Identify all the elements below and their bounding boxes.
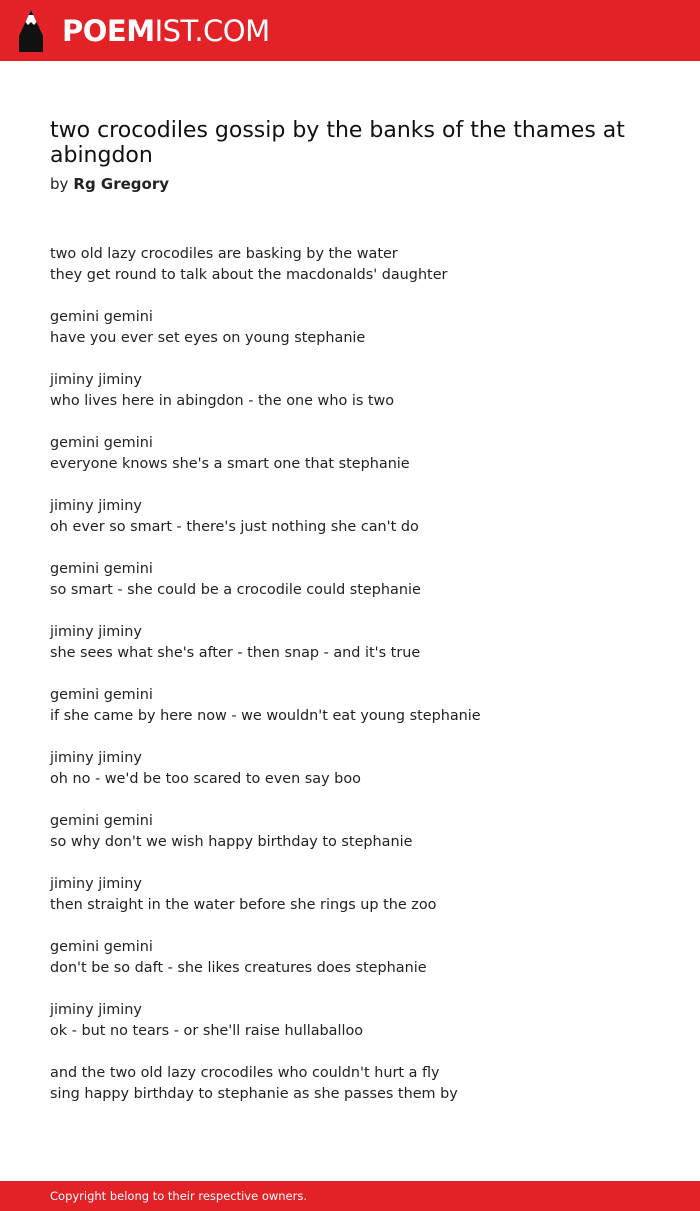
poem-line: jiminy jiminy xyxy=(50,498,142,514)
poem-line: they get round to talk about the macdonalds' daughter xyxy=(50,267,448,283)
poem-line: then straight in the water before she rings up the zoo xyxy=(50,897,437,913)
poem-line: everyone knows she's a smart one that stephanie xyxy=(50,456,410,472)
poem-line: jiminy jiminy xyxy=(50,750,142,766)
stanza xyxy=(50,811,670,853)
stanza xyxy=(50,1063,670,1105)
site-footer xyxy=(0,1181,700,1211)
stanza xyxy=(50,370,670,412)
byline xyxy=(50,174,169,194)
poem-line: don't be so daft - she likes creatures does stephanie xyxy=(50,960,427,976)
poem-line: jiminy jiminy xyxy=(50,1002,142,1018)
poem-line: two old lazy crocodiles are basking by the water xyxy=(50,246,398,262)
stanza xyxy=(50,1000,670,1042)
stanza xyxy=(50,433,670,475)
poem-line: she sees what she's after - then snap - and it's true xyxy=(50,645,421,661)
poem-line: who lives here in abingdon - the one who is two xyxy=(50,393,395,409)
poem-line: gemini gemini xyxy=(50,687,153,703)
poem-line: gemini gemini xyxy=(50,309,153,325)
poem-body xyxy=(50,244,670,1126)
poem-line: gemini gemini xyxy=(50,561,153,577)
stanza xyxy=(50,874,670,916)
author-name: Rg Gregory xyxy=(73,175,170,193)
site-logo[interactable] xyxy=(62,12,270,50)
poem-line: gemini gemini xyxy=(50,939,153,955)
poem-line: sing happy birthday to stephanie as she passes them by xyxy=(50,1086,458,1102)
pencil-icon[interactable] xyxy=(18,10,44,52)
by-label: by xyxy=(50,175,69,193)
stanza xyxy=(50,685,670,727)
logo-text-bold: POEM xyxy=(62,14,155,48)
poem-line: and the two old lazy crocodiles who couldn't hurt a fly xyxy=(50,1065,440,1081)
poem-line: jiminy jiminy xyxy=(50,876,142,892)
poem-line: oh ever so smart - there's just nothing she can't do xyxy=(50,519,419,535)
poem-line: gemini gemini xyxy=(50,435,153,451)
poem-line: have you ever set eyes on young stephanie xyxy=(50,330,366,346)
poem-line: ok - but no tears - or she'll raise hullaballoo xyxy=(50,1023,364,1039)
poem-line: so why don't we wish happy birthday to stephanie xyxy=(50,834,413,850)
stanza xyxy=(50,559,670,601)
poem-line: gemini gemini xyxy=(50,813,153,829)
poem-line: if she came by here now - we wouldn't eat young stephanie xyxy=(50,708,481,724)
stanza xyxy=(50,496,670,538)
stanza xyxy=(50,307,670,349)
poem-title: two crocodiles gossip by the banks of the thames at abingdon xyxy=(50,118,625,168)
site-header xyxy=(0,0,700,61)
logo-text-light: IST.COM xyxy=(154,14,270,48)
stanza xyxy=(50,622,670,664)
stanza xyxy=(50,244,670,286)
stanza xyxy=(50,937,670,979)
poem-line: jiminy jiminy xyxy=(50,624,142,640)
poem-line: so smart - she could be a crocodile could stephanie xyxy=(50,582,421,598)
stanza xyxy=(50,748,670,790)
poem-line: oh no - we'd be too scared to even say boo xyxy=(50,771,361,787)
copyright-text: Copyright belong to their respective owners. xyxy=(50,1189,308,1203)
poem-line: jiminy jiminy xyxy=(50,372,142,388)
